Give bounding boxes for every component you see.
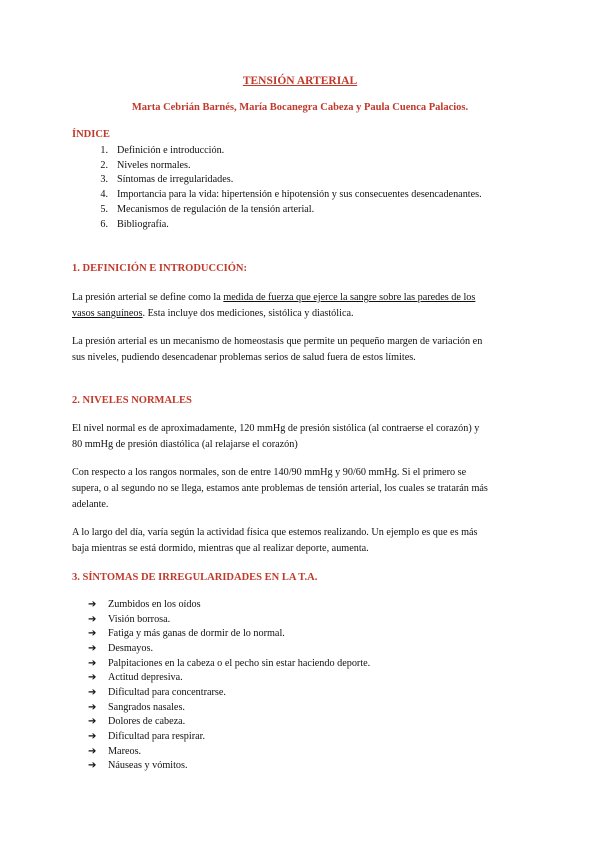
arrow-icon: ➔ <box>88 672 97 684</box>
index-heading: ÍNDICE <box>72 129 110 140</box>
index-item: 3. Síntomas de irregularidades. <box>100 174 234 186</box>
index-item: 6. Bibliografía. <box>100 218 169 230</box>
section2-paragraph-1: El nivel normal es de aproximadamente, 120 mmHg de presión sistólica (al contraerse el corazón) y 80 mmHg de presión diastólica (al relajarse el corazón) <box>72 423 480 450</box>
index-list <box>72 144 482 232</box>
symptom-item: ➔ Sangrados nasales. <box>88 701 370 716</box>
symptom-item: ➔ Visión borrosa. <box>88 613 370 628</box>
arrow-icon: ➔ <box>88 686 97 698</box>
index-item: 4. Importancia para la vida: hipertensión e hipotensión y sus consecuentes desencadenantes. <box>100 189 482 201</box>
index-item: 5. Mecanismos de regulación de la tensión arterial. <box>100 203 315 215</box>
symptom-item: ➔ Náuseas y vómitos. <box>88 759 370 774</box>
arrow-icon: ➔ <box>88 701 97 713</box>
document-authors: Marta Cebrián Barnés, María Bocanegra Cabeza y Paula Cuenca Palacios. <box>131 102 469 113</box>
symptom-item: ➔ Desmayos. <box>88 642 370 657</box>
arrow-icon: ➔ <box>88 628 97 640</box>
section1-paragraph-2: La presión arterial es un mecanismo de homeostasis que permite un pequeño margen de variación en sus niveles, pudiendo desencadenar problemas serios de salud fuera de estos límites. <box>72 336 483 363</box>
arrow-icon: ➔ <box>88 730 97 742</box>
section3-heading: 3. SÍNTOMAS DE IRREGULARIDADES EN LA T.A. <box>72 572 318 583</box>
arrow-icon: ➔ <box>88 745 97 757</box>
index-item: 2. Niveles normales. <box>100 159 191 171</box>
section2-heading: 2. NIVELES NORMALES <box>72 395 192 406</box>
section2-paragraph-3: A lo largo del día, varía según la actividad física que estemos realizando. Un ejemplo es que es más baja mientras se está dormido, mientras que al realizar deporte, aumenta. <box>72 527 478 554</box>
symptom-item: ➔ Fatiga y más ganas de dormir de lo normal. <box>88 627 370 642</box>
symptom-item: ➔ Dolores de cabeza. <box>88 715 370 730</box>
symptom-item: ➔ Palpitaciones en la cabeza o el pecho sin estar haciendo deporte. <box>88 657 370 672</box>
symptom-item: ➔ Mareos. <box>88 745 370 760</box>
section1-heading: 1. DEFINICIÓN E INTRODUCCIÓN: <box>72 263 248 274</box>
arrow-icon: ➔ <box>88 642 97 654</box>
symptom-item: ➔ Actitud depresiva. <box>88 671 370 686</box>
arrow-icon: ➔ <box>88 613 97 625</box>
arrow-icon: ➔ <box>88 657 97 669</box>
index-item: 1. Definición e introducción. <box>100 145 225 156</box>
symptoms-list <box>88 598 370 774</box>
symptom-item: ➔ Dificultad para concentrarse. <box>88 686 370 701</box>
arrow-icon: ➔ <box>88 760 97 772</box>
symptom-item: ➔ Dificultad para respirar. <box>88 730 370 745</box>
arrow-icon: ➔ <box>88 599 97 610</box>
section2-paragraph-2: Con respecto a los rangos normales, son de entre 140/90 mmHg y 90/60 mmHg. Si el primero se supera, o al segundo no se llega, estamos ante problemas de tensión arterial, los cuales se tratarán más adelante. <box>72 467 488 510</box>
arrow-icon: ➔ <box>88 716 97 728</box>
section1-paragraph-1: La presión arterial se define como la medida de fuerza que ejerce la sangre sobre las paredes de los vasos sanguíneos. Esta incluye dos mediciones, sistólica y diastólica. <box>72 292 476 319</box>
symptom-item: ➔ Zumbidos en los oídos <box>88 598 370 613</box>
document-title: TENSIÓN ARTERIAL <box>242 75 358 87</box>
